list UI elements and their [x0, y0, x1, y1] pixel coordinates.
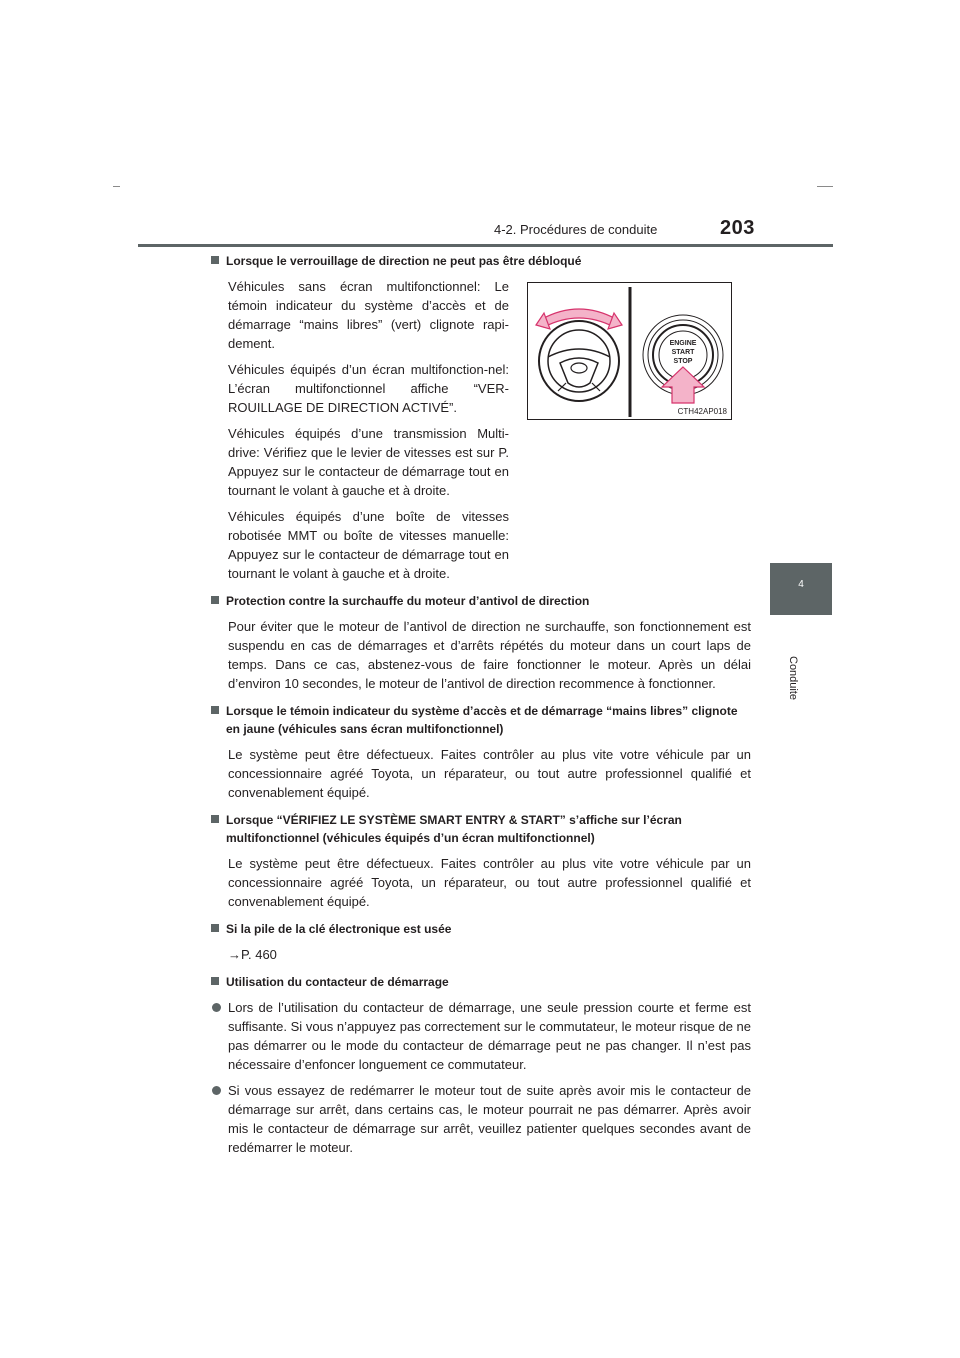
section-steering-lock	[211, 252, 751, 583]
section-heading: Si la pile de la clé électronique est usée	[211, 920, 751, 938]
chapter-tab	[770, 563, 832, 615]
square-bullet-icon	[211, 977, 219, 985]
paragraph: Pour éviter que le moteur de l’antivol de direction ne surchauffe, son fonctionnement est suspendu en cas de démarrages et d’arrêts répétés du moteur dans un court laps de temps. Dans ce cas, abstenez-vous de faire fonctionner le moteur. Après un délai d’environ 10 secondes, le moteur de l’antivol de direction recommence à fonctionner.	[228, 619, 751, 691]
chapter-label: Conduite	[787, 656, 799, 701]
chapter-label-container	[772, 616, 832, 716]
section-indicator-yellow	[211, 702, 751, 802]
crop-mark-left	[113, 186, 120, 187]
button-text-line-3: STOP	[673, 358, 693, 365]
section-heading: Lorsque “VÉRIFIEZ LE SYSTÈME SMART ENTRY & START” s’affiche sur l’écran multifonctionnel (véhicules équipés d’un écran multifonctionnel)	[211, 811, 751, 847]
round-bullet-icon	[212, 1086, 221, 1095]
paragraph: Le système peut être défectueux. Faites contrôler au plus vite votre véhicule par un concessionnaire agréé Toyota, un réparateur, ou tout autre professionnel qualifié et convenablement équipé.	[228, 747, 751, 800]
page-reference: →P. 460	[228, 947, 277, 962]
section-heading: Utilisation du contacteur de démarrage	[211, 973, 751, 991]
section-heading: Lorsque le témoin indicateur du système d’accès et de démarrage “mains libres” clignote en jaune (véhicules sans écran multifonctionnel)	[211, 702, 751, 738]
section-smart-entry-check	[211, 811, 751, 911]
square-bullet-icon	[211, 924, 219, 932]
square-bullet-icon	[211, 706, 219, 714]
page-content	[211, 252, 751, 1157]
figure-code: CTH42AP018	[677, 407, 727, 416]
square-bullet-icon	[211, 256, 219, 264]
section-title: 4-2. Procédures de conduite	[494, 222, 658, 237]
section-heading: Lorsque le verrouillage de direction ne peut pas être débloqué	[211, 252, 751, 270]
paragraph: Véhicules équipés d’une boîte de vitesses robotisée MMT ou boîte de vitesses manuelle: Appuyez sur le contacteur de démarrage tout en tournant le volant à gauche et à droite.	[228, 509, 509, 581]
paragraph: Véhicules sans écran multifonctionnel: Le témoin indicateur du système d’accès et de démarrage “mains libres” (vert) clignote rapi-dement.	[228, 279, 509, 351]
square-bullet-icon	[211, 815, 219, 823]
button-text-line-1: ENGINE	[669, 340, 697, 347]
button-text-line-2: START	[671, 349, 695, 356]
section-heading: Protection contre la surchauffe du moteur d’antivol de direction	[211, 592, 751, 610]
round-bullet-icon	[212, 1003, 221, 1012]
section-key-battery	[211, 920, 751, 964]
paragraph: Le système peut être défectueux. Faites contrôler au plus vite votre véhicule par un concessionnaire agréé Toyota, un réparateur, ou tout autre professionnel qualifié et convenablement équipé.	[228, 856, 751, 909]
page-number: 203	[720, 217, 755, 239]
section-motor-overheat	[211, 592, 751, 693]
header-rule	[138, 244, 833, 247]
paragraph: Véhicules équipés d’une transmission Multi-drive: Vérifiez que le levier de vitesses est sur P. Appuyez sur le contacteur de démarrage tout en tournant le volant à gauche et à droite.	[228, 426, 509, 498]
crop-mark-right	[817, 186, 833, 187]
list-item: Si vous essayez de redémarrer le moteur tout de suite après avoir mis le contacteur de démarrage sur arrêt, dans certains cas, le moteur pourrait ne pas démarrer. Après avoir mis le contacteur de démarrage sur arrêt, veuillez patienter quelques secondes avant de redémarrer le moteur.	[211, 1081, 751, 1157]
section-start-switch-usage	[211, 973, 751, 1157]
paragraph: Véhicules équipés d’un écran multifonction-nel: L’écran multifonctionnel affiche “VER-ROUILLAGE DE DIRECTION ACTIVÉ”.	[228, 362, 509, 415]
chapter-number: 4	[798, 579, 804, 590]
square-bullet-icon	[211, 596, 219, 604]
list-item: Lors de l’utilisation du contacteur de démarrage, une seule pression courte et ferme est suffisante. Si vous n’appuyez pas correctement sur le commutateur, le moteur risque de ne pas démarrer ou le mode du contacteur de démarrage peut ne pas changer. Il n’est pas nécessaire d’enfoncer longuement ce commutateur.	[211, 998, 751, 1074]
